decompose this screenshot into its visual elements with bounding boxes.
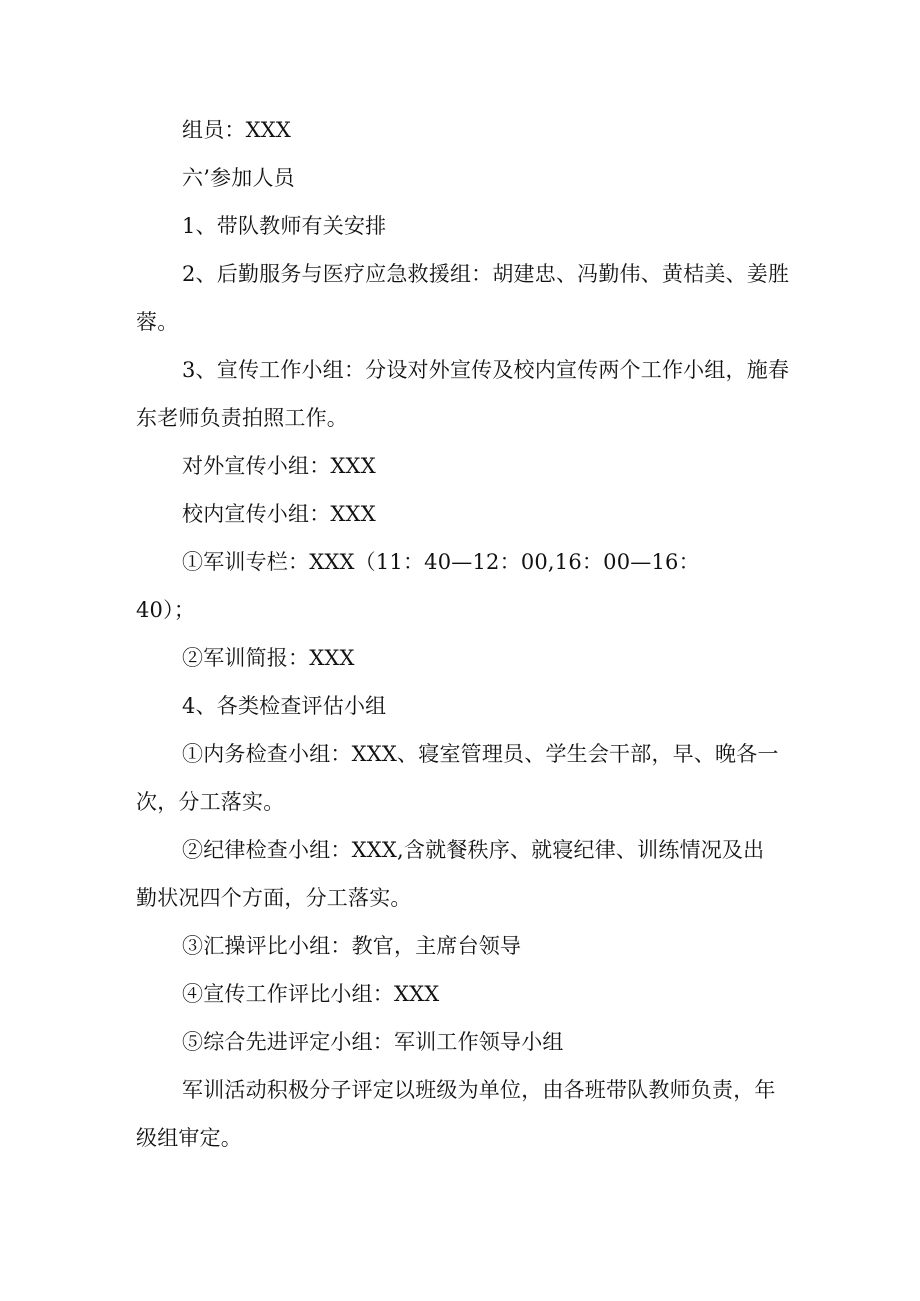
text-line: 1、带队教师有关安排 — [182, 214, 387, 238]
text-line: ③汇操评比小组：教官，主席台领导 — [182, 934, 522, 958]
text-line: 3、宣传工作小组：分设对外宣传及校内宣传两个工作小组，施春 — [182, 358, 790, 382]
text-line: 2、后勤服务与医疗应急救援组：胡建忠、冯勤伟、黄桔美、姜胜 — [182, 262, 790, 286]
section-heading: 六’参加人员 — [182, 166, 295, 190]
text-line: ②军训简报：XXX — [182, 646, 355, 670]
text-line: ①内务检查小组：XXX、寝室管理员、学生会干部，早、晚各一 — [182, 742, 779, 766]
text-line: 蓉。 — [136, 310, 179, 334]
text-line: 校内宣传小组：XXX — [182, 502, 376, 526]
document-body — [136, 106, 800, 1162]
text-line: 40）； — [136, 598, 196, 622]
text-line: 对外宣传小组：XXX — [182, 454, 376, 478]
text-line: 组员：XXX — [182, 118, 292, 142]
text-line: ①军训专栏：XXX（11：40—12：00,16：00—16： — [182, 550, 700, 574]
text-line: 4、各类检查评估小组 — [182, 694, 387, 718]
text-line: ④宣传工作评比小组：XXX — [182, 982, 440, 1006]
text-line: ⑤综合先进评定小组：军训工作领导小组 — [182, 1030, 564, 1054]
text-line: 勤状况四个方面，分工落实。 — [136, 886, 412, 910]
text-line: ②纪律检查小组：XXX,含就餐秩序、就寝纪律、训练情况及出 — [182, 838, 765, 862]
text-line: 次，分工落实。 — [136, 790, 285, 814]
text-line: 级组审定。 — [136, 1126, 242, 1150]
text-line: 军训活动积极分子评定以班级为单位，由各班带队教师负责，年 — [182, 1078, 776, 1102]
text-line: 东老师负责拍照工作。 — [136, 406, 348, 430]
